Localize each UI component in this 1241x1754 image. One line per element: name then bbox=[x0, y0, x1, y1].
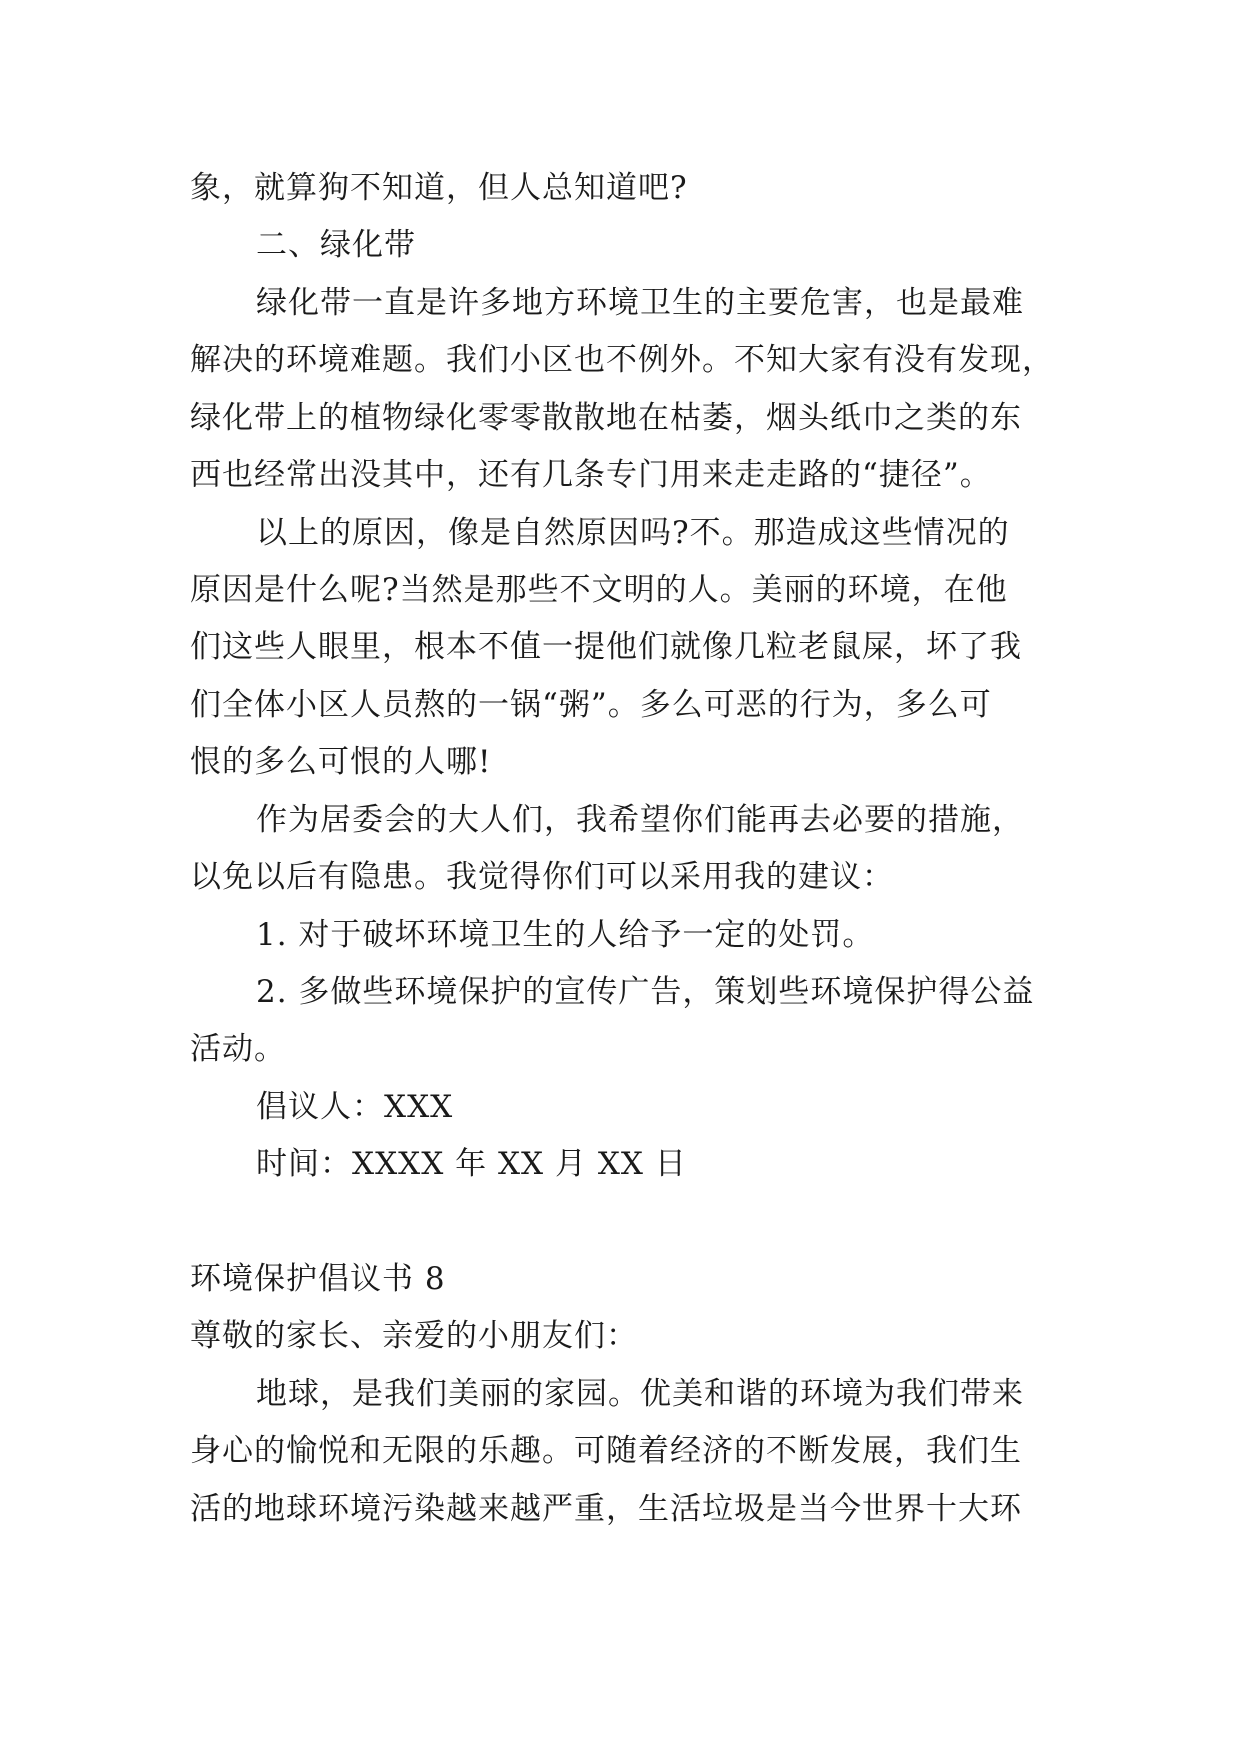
text-line: 恨的多么可恨的人哪! bbox=[190, 744, 492, 780]
text-line: 活动。 bbox=[190, 1031, 286, 1067]
text-line: 以免以后有隐患。我觉得你们可以采用我的建议： bbox=[190, 859, 894, 895]
salutation: 尊敬的家长、亲爱的小朋友们： bbox=[190, 1318, 638, 1354]
date-line: 时间：XXXX 年 XX 月 XX 日 bbox=[256, 1146, 687, 1182]
text-line: 们全体小区人员熬的一锅“粥”。多么可恶的行为，多么可 bbox=[190, 687, 992, 723]
text-line: 西也经常出没其中，还有几条专门用来走走路的“捷径”。 bbox=[190, 457, 992, 493]
text-line: 活的地球环境污染越来越严重，生活垃圾是当今世界十大环 bbox=[190, 1491, 1022, 1527]
text-line: 原因是什么呢?当然是那些不文明的人。美丽的环境，在他 bbox=[190, 572, 1008, 608]
section-heading: 二、绿化带 bbox=[256, 227, 416, 263]
list-item: 2. 多做些环境保护的宣传广告，策划些环境保护得公益 bbox=[256, 974, 1035, 1010]
text-line: 们这些人眼里，根本不值一提他们就像几粒老鼠屎，坏了我 bbox=[190, 629, 1022, 665]
document-title: 环境保护倡议书 8 bbox=[190, 1261, 446, 1297]
text-line: 绿化带一直是许多地方环境卫生的主要危害，也是最难 bbox=[256, 285, 1024, 321]
list-item: 1. 对于破坏环境卫生的人给予一定的处罚。 bbox=[256, 917, 875, 953]
text-line: 以上的原因，像是自然原因吗?不。那造成这些情况的 bbox=[256, 515, 1010, 551]
text-line: 地球，是我们美丽的家园。优美和谐的环境为我们带来 bbox=[256, 1376, 1024, 1412]
text-line: 象，就算狗不知道，但人总知道吧? bbox=[190, 170, 688, 206]
text-line: 绿化带上的植物绿化零零散散地在枯萎，烟头纸巾之类的东 bbox=[190, 400, 1022, 436]
text-line: 作为居委会的大人们，我希望你们能再去必要的措施， bbox=[256, 802, 1024, 838]
text-line: 身心的愉悦和无限的乐趣。可随着经济的不断发展，我们生 bbox=[190, 1433, 1022, 1469]
text-line: 解决的环境难题。我们小区也不例外。不知大家有没有发现， bbox=[190, 342, 1054, 378]
signature-line: 倡议人：XXX bbox=[256, 1089, 454, 1125]
